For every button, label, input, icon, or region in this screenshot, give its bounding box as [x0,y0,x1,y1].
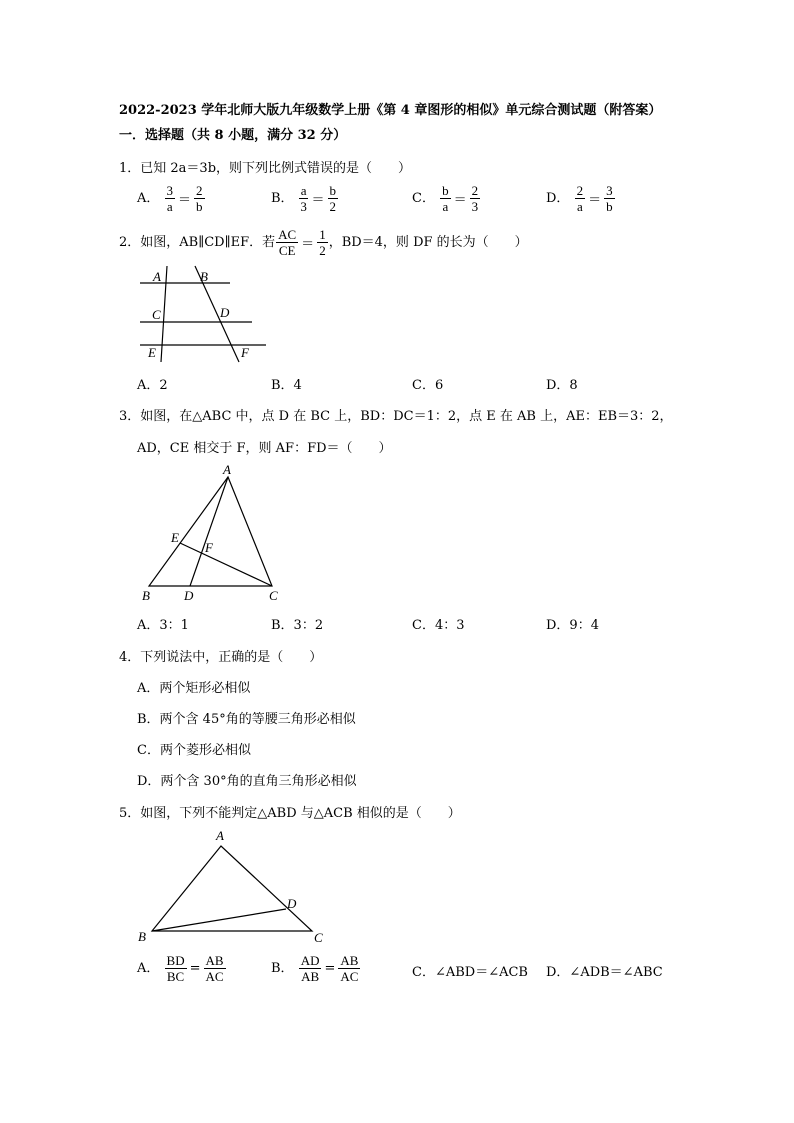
q4-option-a: A．两个矩形必相似 [137,681,251,696]
q1-option-b: B． $\frac{a}{3}$ ＝ $\frac{b}{2}$ [271,183,336,214]
q1-option-c-right-fraction: $\frac{2}{3}$ [471,183,479,214]
q3-label-f: F [205,540,213,555]
q3-option-c: C．4：3 [412,618,465,633]
q1-option-c-left-fraction: $\frac{b}{a}$ [442,183,449,214]
q5-option-a-left-fraction: $\frac{BD}{BC}$ [166,953,185,984]
q2-transversal-ace [161,266,167,362]
q5-label-d: D [287,896,297,911]
q5-option-d: D．∠ADB＝∠ABC [546,965,663,980]
q2-option-a: A．2 [137,378,168,393]
q5-segment-bd [152,909,286,931]
q2-stem: 2．如图，AB∥CD∥EF．若 $\frac{AC}{CE}$ ＝ $\frac{1}{2}$ ，BD＝4，则 DF 的长为（ ） [119,227,528,258]
q2-label-b: B [200,269,208,284]
q1-option-d-left-fraction: $\frac{2}{a}$ [576,183,584,214]
q4-option-c: C．两个菱形必相似 [137,743,251,758]
q3-option-a: A．3：1 [137,618,189,633]
q3-label-b: B [142,588,150,603]
q5-option-b-right-fraction: $\frac{AB}{AC}$ [340,953,359,984]
q1-option-d-label: D． [546,191,570,206]
section-heading: 一．选择题（共 8 小题，满分 32 分） [119,128,347,143]
q5-option-b-left-fraction: $\frac{AD}{AB}$ [300,953,320,984]
q3-label-a: A [223,462,231,477]
q1-option-b-right-fraction: $\frac{b}{2}$ [329,183,336,214]
page-title: 2022-2023 学年北师大版九年级数学上册《第 4 章图形的相似》单元综合测试题（附答案） [119,103,662,118]
q4-stem: 4．下列说法中，正确的是（ ） [119,650,323,665]
q5-label-a: A [216,828,224,843]
q5-option-a-right-fraction: $\frac{AB}{AC}$ [205,953,224,984]
q1-option-b-left-fraction: $\frac{a}{3}$ [300,183,307,214]
q1-option-d: D． $\frac{2}{a}$ ＝ $\frac{3}{b}$ [546,183,613,214]
q3-triangle-abc [149,477,272,586]
q1-option-c: C． $\frac{b}{a}$ ＝ $\frac{2}{3}$ [412,183,479,214]
q4-option-b: B．两个含 45°角的等腰三角形必相似 [137,712,356,727]
q2-label-d: D [220,305,230,320]
q1-option-c-label: C． [412,191,435,206]
q2-label-a: A [153,269,161,284]
q5-label-c: C [314,930,323,945]
q1-option-a: A． $\frac{3}{a}$ ＝ $\frac{2}{b}$ [137,183,203,214]
q1-option-d-right-fraction: $\frac{3}{b}$ [606,183,613,214]
q5-option-c: C．∠ABD＝∠ACB [412,965,528,980]
q3-stem-line1: 3．如图，在△ABC 中，点 D 在 BC 上，BD：DC＝1：2，点 E 在 AB 上，AE：EB＝3：2， [119,409,673,424]
q2-stem-right-fraction: $\frac{1}{2}$ [319,227,326,258]
q5-option-a-label: A． [137,961,160,976]
q3-option-b: B．3：2 [271,618,324,633]
q1-option-b-label: B． [271,191,294,206]
q3-label-c: C [269,588,278,603]
q3-stem-line2: AD，CE 相交于 F，则 AF：FD＝（ ） [137,441,392,456]
q5-option-b: B． $\frac{AD}{AB}$ = $\frac{AB}{AC}$ [271,953,359,984]
q3-figure [138,460,288,606]
q1-option-a-label: A． [137,191,160,206]
q2-label-e: E [148,345,156,360]
q5-option-a: A． $\frac{BD}{BC}$ = $\frac{AB}{AC}$ [137,953,224,984]
q3-label-e: E [171,530,179,545]
q1-option-a-right-fraction: $\frac{2}{b}$ [196,183,203,214]
q3-segment-ad [190,477,228,586]
q1-option-a-left-fraction: $\frac{3}{a}$ [166,183,174,214]
q4-option-d: D．两个含 30°角的直角三角形必相似 [137,774,357,789]
q2-option-c: C．6 [412,378,444,393]
q2-option-b: B．4 [271,378,302,393]
q3-option-d: D．9：4 [546,618,599,633]
q5-stem: 5．如图，下列不能判定△ABD 与△ACB 相似的是（ ） [119,806,461,821]
q5-label-b: B [138,929,146,944]
q1-stem: 1．已知 2a＝3b，则下列比例式错误的是（ ） [119,161,412,176]
q2-option-d: D．8 [546,378,578,393]
q5-option-b-label: B． [271,961,294,976]
q2-stem-left-fraction: $\frac{AC}{CE}$ [278,227,297,258]
q3-segment-ce [180,543,272,586]
q2-label-f: F [241,345,249,360]
q3-label-d: D [184,588,194,603]
q2-label-c: C [152,307,161,322]
q5-figure [134,824,334,948]
q2-figure [136,262,266,368]
